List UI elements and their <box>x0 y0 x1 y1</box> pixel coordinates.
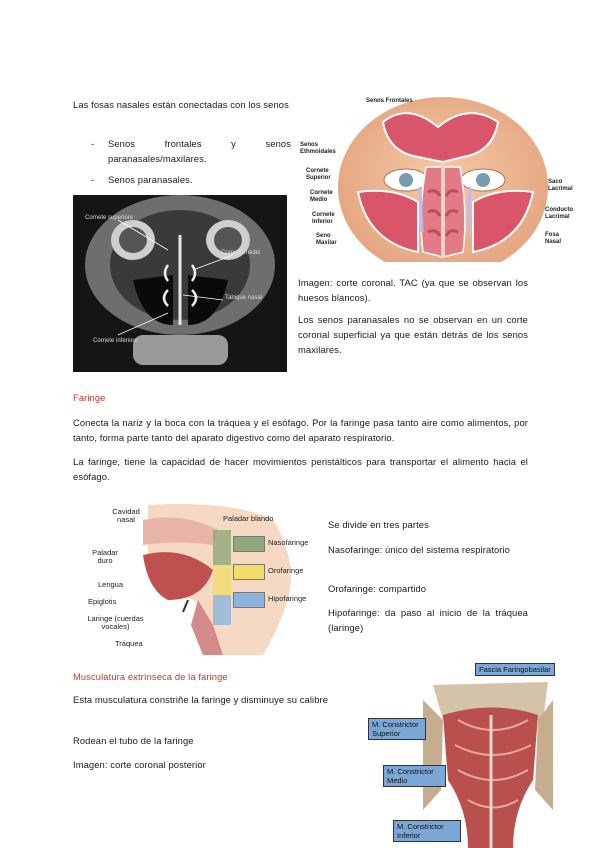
ct-label-medio: Cornete medio <box>221 250 261 256</box>
partes-hipofaringe: Hipofaringe: da paso al inicio de la tráquea (laringe) <box>328 607 528 633</box>
label-cavidad-nasal: Cavidad nasal <box>112 507 140 524</box>
label-cornete-inferior: Cornete Inferior <box>312 212 335 225</box>
label-paladar-blando: Paladar blando <box>223 514 274 523</box>
bullet-item: - Senos paranasales. <box>73 172 291 187</box>
label-cornete-superior: Cornete Superior <box>306 168 331 181</box>
intro-line: Las fosas nasales están conectadas con los senos <box>73 99 289 110</box>
ct-note: Los senos paranasales no se observan en un corte coronal superficial ya que están detrás de los senos maxilares. <box>298 314 528 355</box>
label-epiglotis: Epiglotis <box>88 597 117 606</box>
constrictor-medio-label: M. Constrictor Medio <box>383 765 446 787</box>
faringe-paragraph-2: La faringe, tiene la capacidad de hacer movimientos peristálticos para transportar el alimento hacia el esófago. <box>73 456 528 482</box>
intro-text <box>73 97 293 112</box>
ct-label-inferior: Cornete inferiore <box>93 338 138 344</box>
legend-swatch-orofaringe <box>233 564 265 580</box>
partes-title: Se divide en tres partes <box>328 519 429 530</box>
constrictor-superior-label: M. Constrictor Superior <box>368 718 426 740</box>
label-saco-lacrimal: Saco Lacrimal <box>548 179 573 192</box>
label-fosa-nasal: Fosa Nasal <box>545 232 562 245</box>
pharyngeal-muscles-illustration <box>363 660 555 848</box>
ct-label-superior: Cornete superiore <box>85 215 134 221</box>
musculatura-paragraph-1: Esta musculatura constriñe la faringe y disminuye su calibre <box>73 694 329 705</box>
faringe-heading: Faringe <box>73 392 106 403</box>
legend-label: Orofaringe <box>268 566 304 575</box>
ct-label-tabique: Tabique nasal <box>225 295 263 301</box>
faringe-paragraph-1: Conecta la nariz y la boca con la tráquea y el esófago. Por la faringe pasa tanto aire como alimentos, por tanto, forma parte tanto del aparato digestivo como del aparato respiratorio. <box>73 417 528 443</box>
bullet-item: - Senos frontales y senos paranasales/maxilares. <box>73 136 291 166</box>
nasal-sinus-illustration <box>298 92 576 262</box>
label-traquea: Tráquea <box>115 639 143 648</box>
label-senos-ethmoidales: Senos Ethmoidales <box>300 142 336 155</box>
legend-label: Hipofaringe <box>268 594 307 603</box>
fascia-label: Fascia Faringobasilar <box>475 663 555 676</box>
legend-swatch-hipofaringe <box>233 592 265 608</box>
label-cornete-medio: Cornete Medio <box>310 190 333 203</box>
partes-nasofaringe: Nasofaringe: único del sistema respiratorio <box>328 544 510 555</box>
musculatura-heading: Musculatura extrínseca de la faringe <box>73 671 228 682</box>
legend-label: Nasofaringe <box>268 538 308 547</box>
partes-orofaringe: Orofaringe: compartido <box>328 583 427 594</box>
label-conducto-lacrimal: Conducto Lacrimal <box>545 207 573 220</box>
ct-scan-image <box>73 195 287 372</box>
ct-caption: Imagen: corte coronal. TAC (ya que se observan los huesos blancos). <box>298 277 528 303</box>
label-senos-frontales: Senos Frontales <box>366 98 413 104</box>
musculatura-paragraph-2: Rodean el tubo de la faringe <box>73 735 194 746</box>
label-laringe: Laringe (cuerdas vocales) <box>87 614 144 631</box>
constrictor-inferior-label: M. Constrictor Inferior <box>393 820 461 842</box>
sinus-bullet-list <box>73 136 291 187</box>
pharynx-illustration <box>73 500 308 655</box>
legend-swatch-nasofaringe <box>233 536 265 552</box>
label-lengua: Lengua <box>98 580 124 589</box>
label-seno-maxilar: Seno Maxilar <box>316 233 337 246</box>
musculatura-paragraph-3: Imagen: corte coronal posterior <box>73 759 206 770</box>
label-paladar-duro: Paladar duro <box>92 548 118 565</box>
